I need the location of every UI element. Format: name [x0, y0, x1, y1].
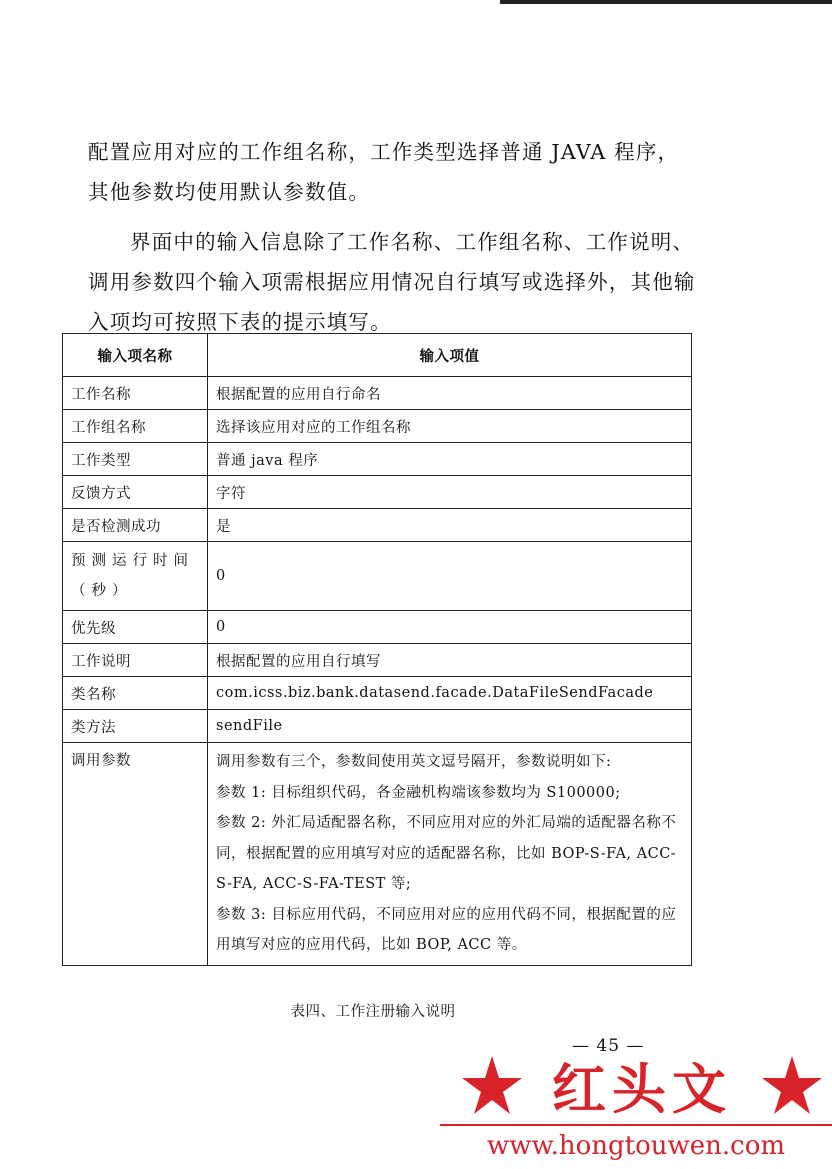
table-row [63, 710, 692, 743]
header-item-value: 输入项值 [208, 334, 692, 377]
watermark-logo [462, 1052, 822, 1122]
row-value-params [208, 743, 692, 966]
row-name: 预测运行时间（秒） [63, 542, 208, 611]
row-value: 0 [208, 542, 692, 611]
page-number: — 45 — [572, 1036, 645, 1056]
table-row [63, 611, 692, 644]
params-line: 参数 3: 目标应用代码，不同应用对应的应用代码不同，根据配置的应用填写对应的应用代码，比如 BOP, ACC 等。 [216, 906, 677, 953]
table-header-row [63, 334, 692, 377]
table-row [63, 476, 692, 509]
table-row [63, 410, 692, 443]
table-row [63, 509, 692, 542]
row-value: 普通 java 程序 [208, 443, 692, 476]
row-name: 类名称 [63, 677, 208, 710]
table-row [63, 644, 692, 677]
watermark-url [440, 1124, 832, 1164]
row-value: 0 [208, 611, 692, 644]
table-row [63, 677, 692, 710]
row-value: 是 [208, 509, 692, 542]
params-line: 参数 2: 外汇局适配器名称，不同应用对应的外汇局端的适配器名称不同，根据配置的应用填写对应的适配器名称，比如 BOP-S-FA, ACC-S-FA, ACC-S-FA-TEST 等; [216, 815, 677, 892]
params-line: 调用参数有三个，参数间使用英文逗号隔开，参数说明如下: [216, 754, 612, 770]
star-icon [762, 1056, 822, 1114]
row-value: 根据配置的应用自行填写 [208, 644, 692, 677]
row-value: 选择该应用对应的工作组名称 [208, 410, 692, 443]
row-name: 反馈方式 [63, 476, 208, 509]
row-name: 工作组名称 [63, 410, 208, 443]
row-value: 根据配置的应用自行命名 [208, 377, 692, 410]
row-name: 工作名称 [63, 377, 208, 410]
row-value: com.icss.biz.bank.datasend.facade.DataFileSendFacade [208, 677, 692, 710]
input-table [62, 333, 692, 966]
row-value: sendFile [208, 710, 692, 743]
table-row [63, 377, 692, 410]
table-row [63, 542, 692, 611]
row-name: 优先级 [63, 611, 208, 644]
table-row [63, 443, 692, 476]
table-caption: 表四、工作注册输入说明 [290, 1004, 456, 1020]
top-rule [500, 0, 832, 4]
url-text: www.hongtouwen.com [486, 1131, 786, 1161]
params-line: 参数 1: 目标组织代码，各金融机构端该参数均为 S100000; [216, 784, 621, 801]
row-name: 类方法 [63, 710, 208, 743]
body-paragraph-2: 界面中的输入信息除了工作名称、工作组名称、工作说明、调用参数四个输入项需根据应用情况自行填写或选择外，其他输入项均可按照下表的提示填写。 [88, 230, 696, 334]
table-row [63, 743, 692, 966]
star-icon [462, 1056, 522, 1114]
body-paragraph-1: 配置应用对应的工作组名称，工作类型选择普通 JAVA 程序，其他参数均使用默认参数值。 [88, 140, 680, 204]
header-item-name: 输入项名称 [63, 334, 208, 377]
logo-text: 红头文 [552, 1057, 732, 1121]
row-name: 工作说明 [63, 644, 208, 677]
row-value: 字符 [208, 476, 692, 509]
row-name: 调用参数 [63, 743, 208, 966]
row-name: 是否检测成功 [63, 509, 208, 542]
row-name: 工作类型 [63, 443, 208, 476]
